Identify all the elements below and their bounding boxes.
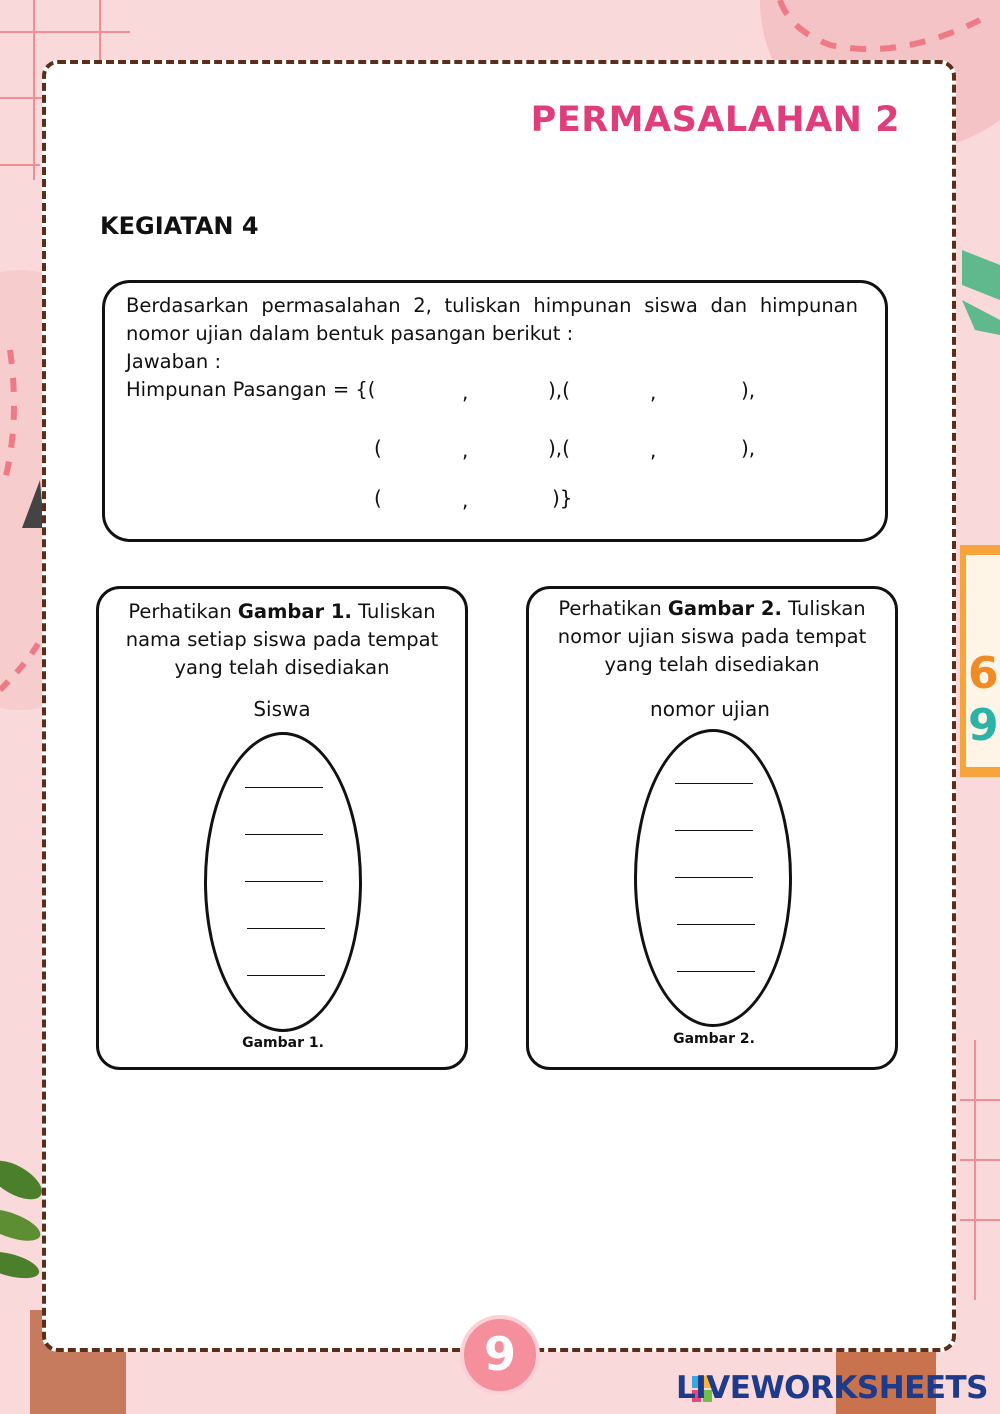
student-answer-blank[interactable] [245, 787, 323, 788]
pair-bracket: ), [741, 378, 756, 402]
card2-instruction [542, 595, 882, 679]
pair-separator: , [462, 488, 469, 512]
answer-label: Jawaban : [126, 350, 222, 373]
instruction-text: Berdasarkan permasalahan 2, tuliskan himpunan siswa dan himpunan nomor ujian dalam bentuk pasangan berikut : [126, 294, 858, 345]
exam-number-set-label: nomor ujian [650, 697, 770, 721]
student-set-ellipse [204, 732, 362, 1032]
student-answer-blank[interactable] [245, 834, 323, 835]
svg-text:9: 9 [968, 700, 999, 751]
student-answer-blank[interactable] [247, 975, 325, 976]
exam-number-answer-blank[interactable] [677, 971, 755, 972]
figure2-caption: Gambar 2. [673, 1031, 755, 1047]
exam-number-answer-blank[interactable] [675, 783, 753, 784]
svg-text:6: 6 [968, 648, 999, 699]
page-number-badge: 9 [460, 1315, 540, 1395]
figure1-caption: Gambar 1. [242, 1035, 324, 1051]
pair-separator: , [462, 380, 469, 404]
page-title: PERMASALAHAN 2 [530, 100, 900, 140]
student-set-label: Siswa [253, 697, 311, 721]
card1-text-pre: Perhatikan [128, 600, 238, 623]
pair-bracket: ),( [548, 436, 570, 460]
pair-separator: , [650, 438, 657, 462]
exam-number-set-ellipse [634, 729, 792, 1027]
student-answer-blank[interactable] [245, 881, 323, 882]
pair-separator: , [650, 380, 657, 404]
card1-text-post: Tuliskan nama setiap siswa pada tempat yang telah disediakan [125, 600, 439, 679]
card2-text-pre: Perhatikan [558, 597, 668, 620]
card1-instruction [112, 598, 452, 682]
activity-heading: KEGIATAN 4 [100, 212, 259, 240]
student-answer-blank[interactable] [247, 928, 325, 929]
exam-number-answer-blank[interactable] [675, 830, 753, 831]
pair-set-label: Himpunan Pasangan = {( [126, 378, 376, 401]
pair-bracket: ( [374, 436, 382, 460]
pair-separator: , [462, 438, 469, 462]
pair-bracket: )} [552, 486, 573, 510]
pair-bracket: ), [741, 436, 756, 460]
pair-bracket: ),( [548, 378, 570, 402]
liveworksheets-brand[interactable]: LIVEWORKSHEETS [676, 1370, 988, 1406]
pair-bracket: ( [374, 486, 382, 510]
card2-text-post: Tuliskan nomor ujian siswa pada tempat yang telah disediakan [557, 597, 867, 676]
exam-number-answer-blank[interactable] [675, 877, 753, 878]
card2-text-bold: Gambar 2. [667, 597, 782, 620]
exam-number-answer-blank[interactable] [677, 924, 755, 925]
card1-text-bold: Gambar 1. [237, 600, 352, 623]
